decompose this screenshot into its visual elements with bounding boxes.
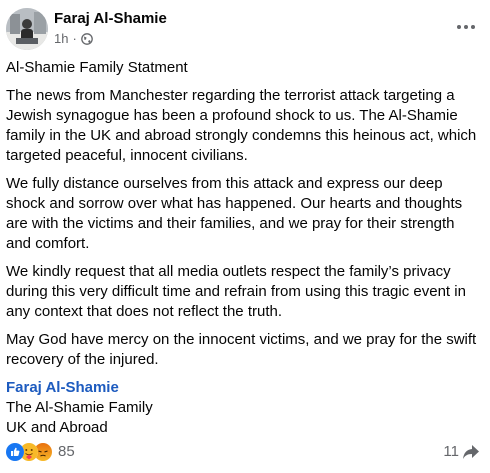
post-paragraph: We fully distance ourselves from this attack and express our deep shock and sorrow over what has happened. Our hearts and thoughts are with the victims and their families, and we pray for their strength and comfort. [6, 175, 463, 252]
post-paragraph: May God have mercy on the innocent victims, and we pray for the swift recovery of the injured. [6, 331, 477, 368]
more-options-icon[interactable] [456, 17, 476, 37]
share-count-button[interactable] [443, 443, 480, 461]
post-body [6, 58, 480, 438]
like-icon [6, 443, 24, 461]
author-name[interactable]: Faraj Al-Shamie [54, 10, 167, 27]
reactions-summary[interactable] [6, 443, 75, 461]
reaction-count: 85 [58, 443, 75, 460]
post-paragraph: The news from Manchester regarding the terrorist attack targeting a Jewish synagogue has been a profound shock to us. The Al-Shamie family in the UK and abroad strongly condemns this heinous act, which targeted peaceful, innocent civilians. [6, 87, 477, 164]
globe-icon [81, 33, 93, 45]
avatar-photo [6, 8, 48, 50]
post-meta [54, 31, 93, 47]
share-arrow-icon [462, 444, 480, 460]
avatar[interactable] [6, 8, 48, 50]
signature-location: UK and Abroad [6, 419, 108, 436]
post-title: Al-Shamie Family Statment [6, 59, 188, 76]
share-count: 11 [443, 443, 459, 460]
signature-family: The Al-Shamie Family [6, 399, 153, 416]
signature [6, 378, 480, 438]
post-time[interactable]: 1h [54, 31, 69, 46]
post-header [6, 8, 484, 50]
meta-separator: · [72, 31, 77, 46]
post-footer [6, 443, 484, 467]
post-paragraph: We kindly request that all media outlets respect the family’s privacy during this very difficult time and refrain from using this tragic event in any context that does not reflect the truth. [6, 263, 466, 320]
signature-name-link[interactable]: Faraj Al-Shamie [6, 379, 119, 396]
